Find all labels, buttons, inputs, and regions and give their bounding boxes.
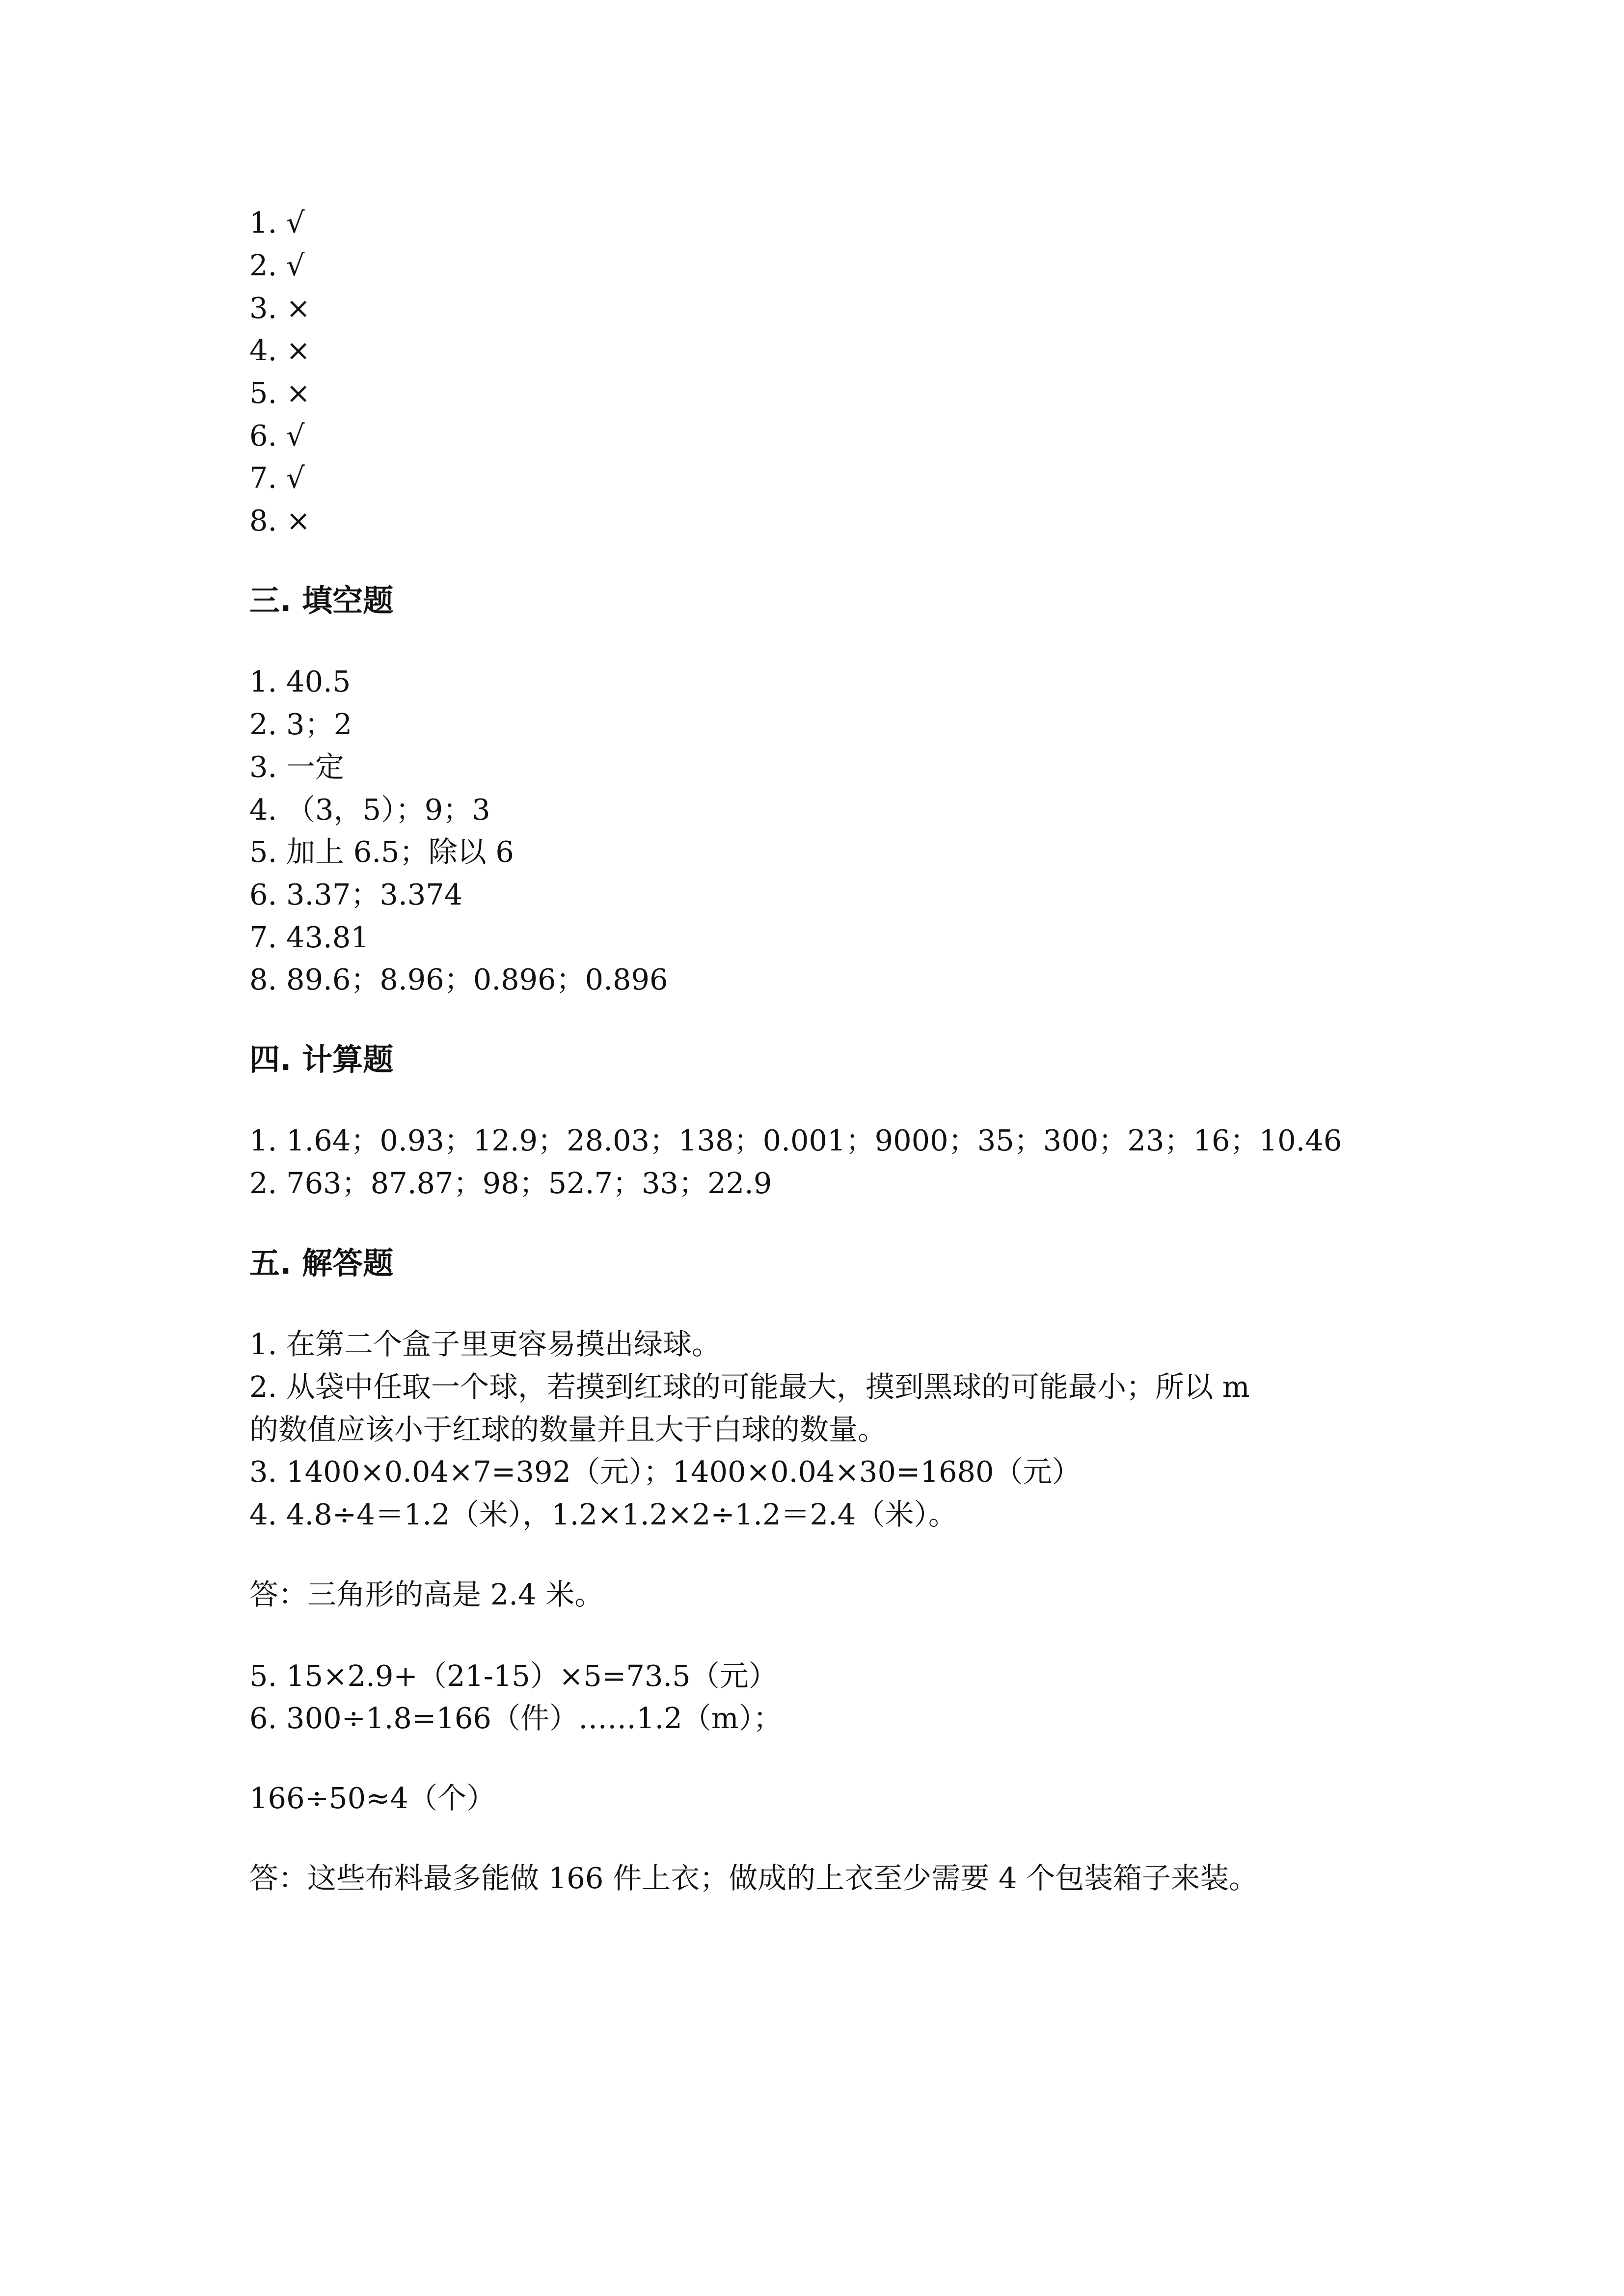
calc-answer-1: 1. 1.64；0.93；12.9；28.03；138；0.001；9000；35；300；23；16；10.46	[249, 1123, 1342, 1157]
fill-answer-3: 3. 一定	[249, 750, 345, 784]
calc-answer-2: 2. 763；87.87；98；52.7；33；22.9	[249, 1166, 772, 1200]
fill-answer-4: 4. （3，5）；9；3	[249, 793, 490, 827]
solve-line-3: 的数值应该小于红球的数量并且大于白球的数量。	[249, 1413, 887, 1446]
section-title-calculation: 四. 计算题	[249, 1041, 394, 1077]
solve-answer-4: 答：三角形的高是 2.4 米。	[249, 1577, 604, 1611]
solve-line-7: 6. 300÷1.8=166（件）……1.2（m）；	[249, 1701, 783, 1735]
judge-answer-5: 5. ×	[249, 376, 311, 410]
solve-line-1: 1. 在第二个盒子里更容易摸出绿球。	[249, 1327, 721, 1361]
solve-line-8: 166÷50≈4（个）	[249, 1781, 496, 1815]
fill-answer-7: 7. 43.81	[249, 920, 369, 954]
fill-answer-2: 2. 3；2	[249, 707, 352, 741]
judge-answer-8: 8. ×	[249, 504, 311, 537]
solve-line-2: 2. 从袋中任取一个球，若摸到红球的可能最大，摸到黑球的可能最小；所以 m	[249, 1370, 1250, 1404]
fill-answer-5: 5. 加上 6.5；除以 6	[249, 835, 514, 869]
solve-line-5: 4. 4.8÷4＝1.2（米），1.2×1.2×2÷1.2＝2.4（米）。	[249, 1497, 957, 1531]
solve-line-4: 3. 1400×0.04×7=392（元）；1400×0.04×30=1680（元）	[249, 1455, 1081, 1489]
solve-line-6: 5. 15×2.9+（21-15）×5=73.5（元）	[249, 1659, 778, 1693]
judge-answer-7: 7. √	[249, 461, 305, 495]
judge-answer-6: 6. √	[249, 419, 305, 453]
judge-answer-1: 1. √	[249, 206, 305, 240]
solve-answer-6: 答：这些布料最多能做 166 件上衣；做成的上衣至少需要 4 个包装箱子来装。	[249, 1861, 1258, 1895]
section-title-solve: 五. 解答题	[249, 1245, 394, 1281]
fill-answer-8: 8. 89.6；8.96；0.896；0.896	[249, 962, 668, 996]
judge-answer-3: 3. ×	[249, 291, 311, 325]
fill-answer-1: 1. 40.5	[249, 665, 351, 698]
fill-answer-6: 6. 3.37；3.374	[249, 878, 463, 911]
judge-answer-4: 4. ×	[249, 333, 311, 367]
section-title-fill-blank: 三. 填空题	[249, 583, 394, 618]
judge-answer-2: 2. √	[249, 248, 305, 282]
